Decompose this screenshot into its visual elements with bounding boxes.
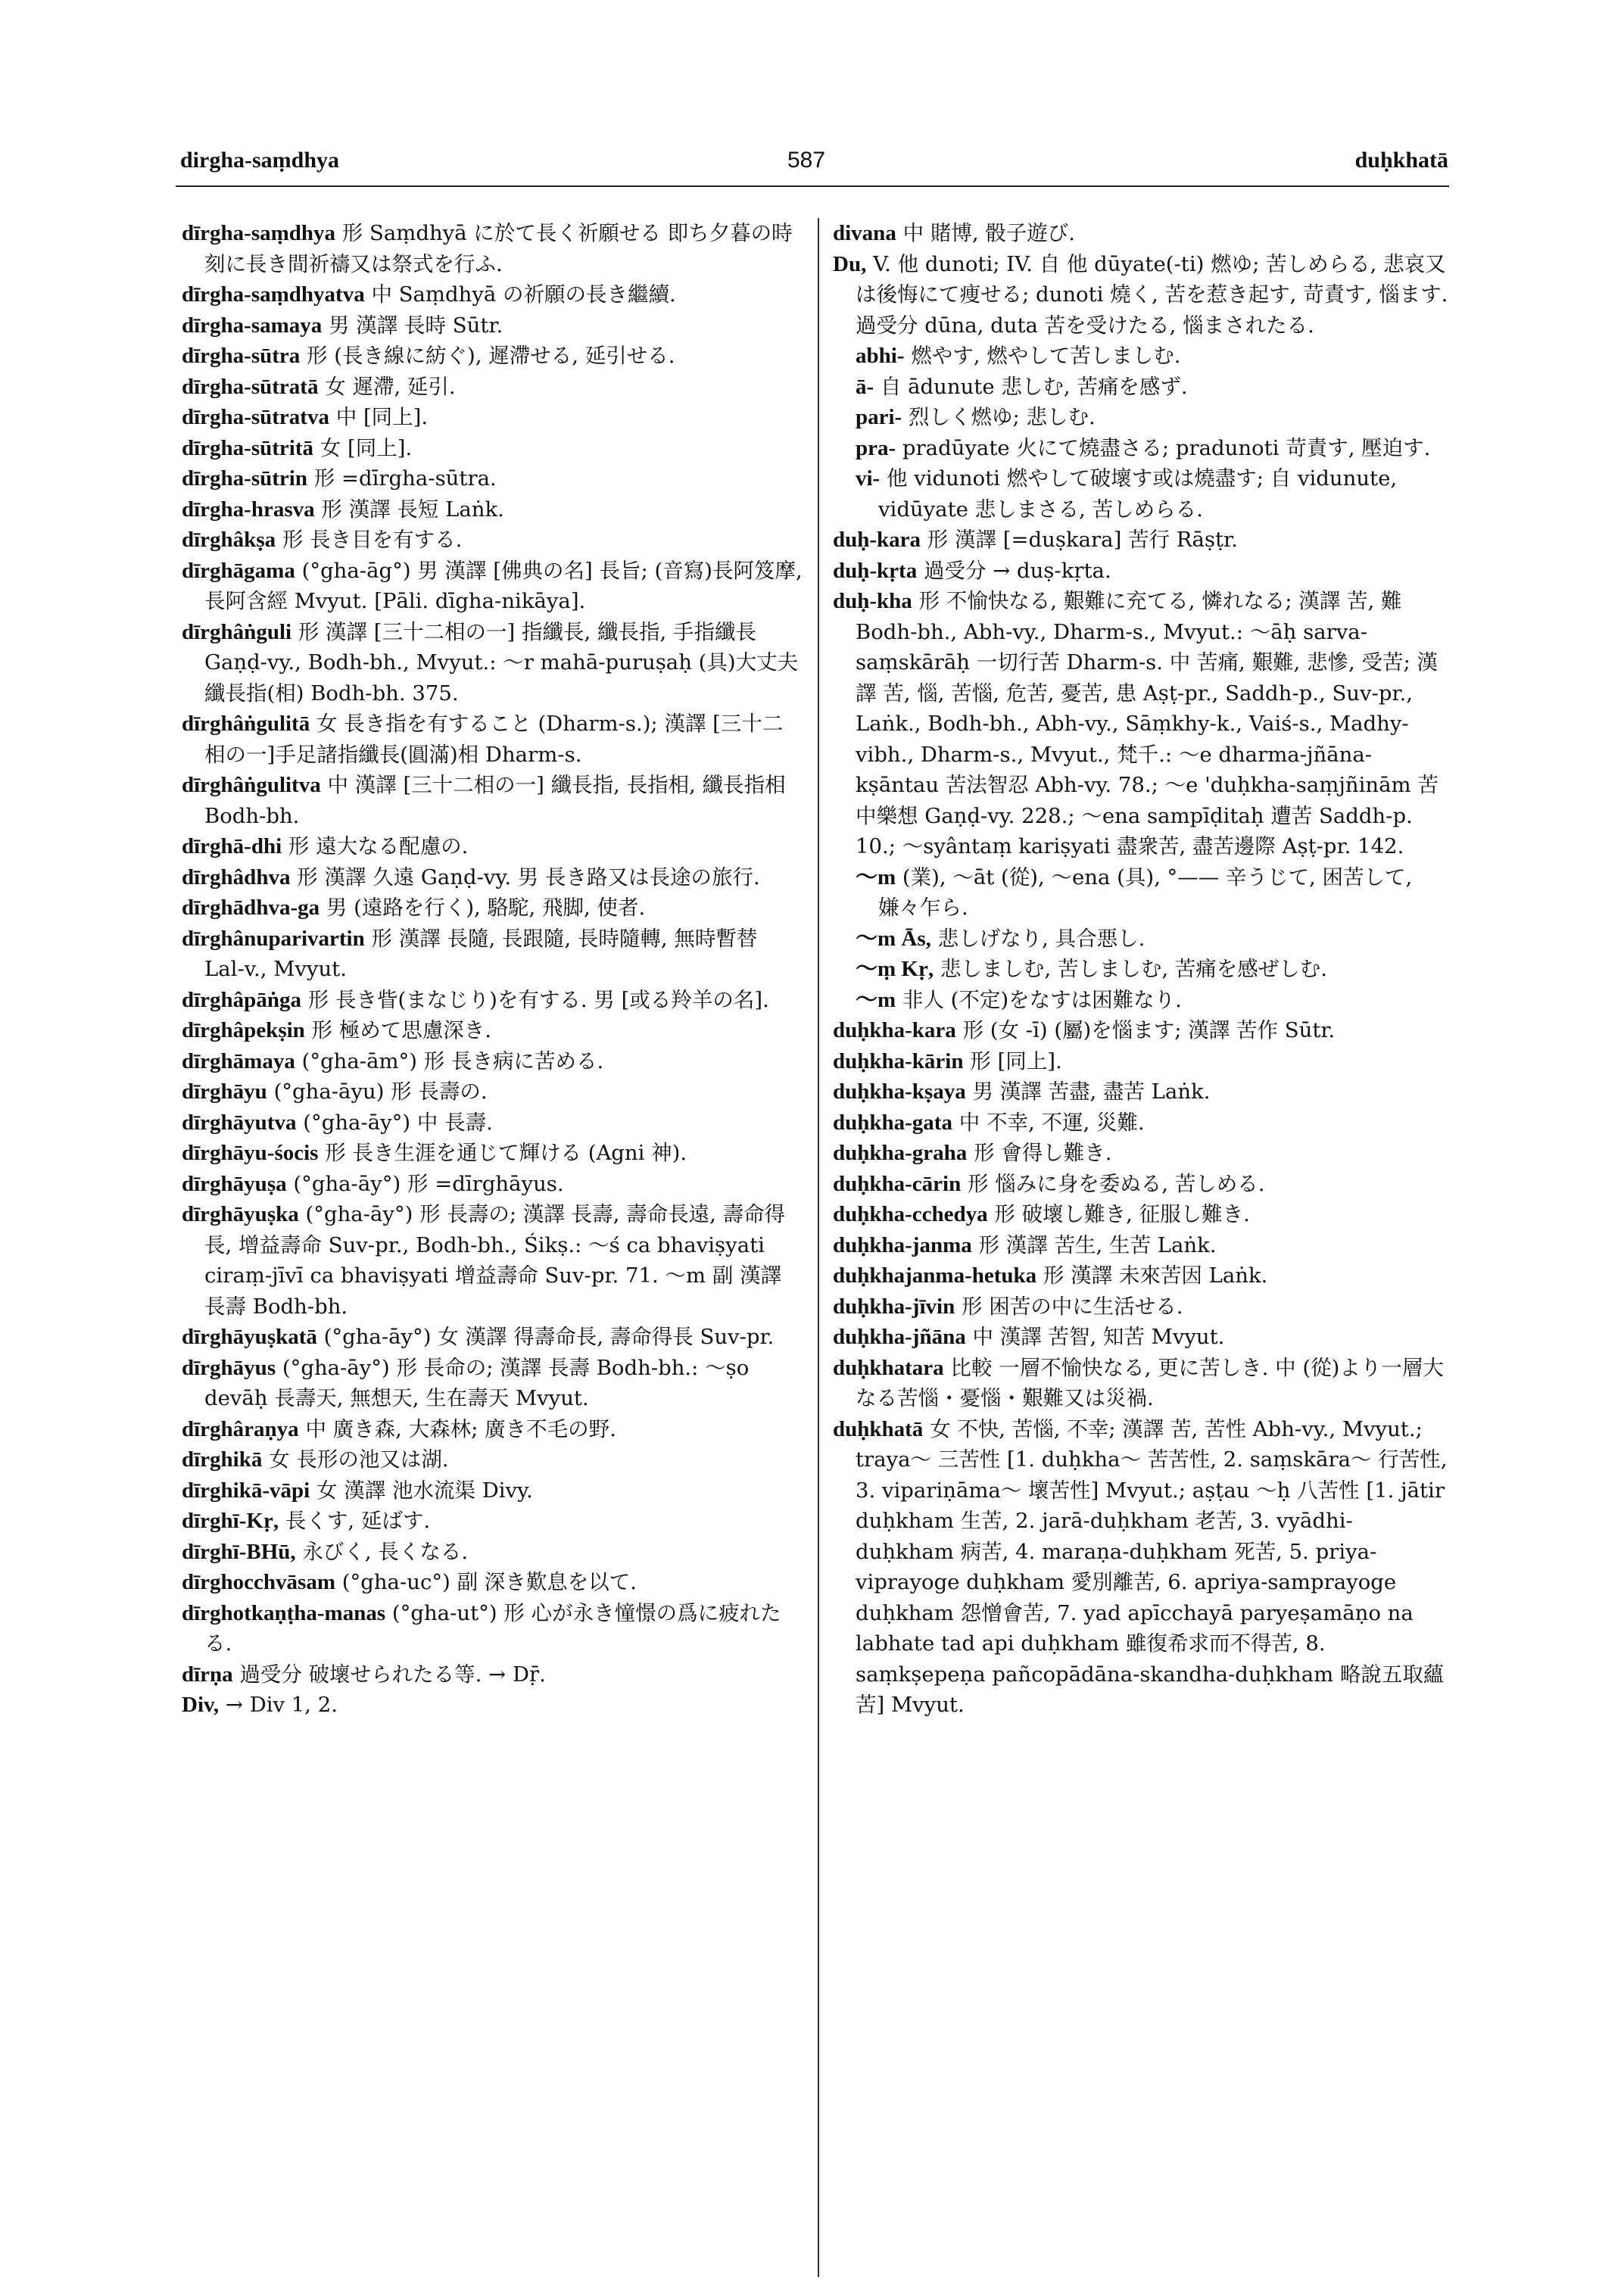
dictionary-entry — [182, 985, 803, 1016]
entry-headword: dīrghâraṇya — [182, 1416, 299, 1441]
entry-definition: 形 長き目を有する. — [282, 528, 463, 552]
entry-headword: dīrghâṅgulitā — [182, 712, 310, 736]
entry-definition: 形 會得し難き. — [974, 1141, 1112, 1165]
entry-headword: dīrghāgama — [182, 558, 295, 583]
entry-headword: dīrghī-BHū, — [182, 1539, 296, 1564]
entry-headword: ～m Ās, — [856, 926, 931, 951]
dictionary-entry — [182, 463, 803, 494]
right-column — [833, 218, 1450, 1721]
entry-headword: duḥkha-jīvin — [833, 1294, 955, 1319]
dictionary-entry — [833, 1291, 1450, 1323]
entry-definition: 形 漢譯 [三十二相の一] 指纖長, 纖長指, 手指纖長 Gaṇḍ-vy., Bodh-bh., Mvyut.: ～r mahā-puruṣaḥ (具)大丈夫纖長指(相) Bodh-bh. 375. — [204, 619, 799, 706]
entry-headword: ～m — [856, 865, 896, 889]
dictionary-entry — [182, 1199, 803, 1322]
entry-headword: dīrghânuparivartin — [182, 926, 365, 951]
dictionary-entry — [833, 1046, 1450, 1077]
entry-definition: 形 惱みに身を委ぬる, 苦しめる. — [967, 1171, 1265, 1196]
page-number: 587 — [787, 148, 826, 173]
entry-headword: duḥkha-jñāna — [833, 1325, 966, 1349]
entry-headword: duḥkha-cārin — [833, 1171, 962, 1196]
entry-definition: 形 漢譯 長短 Laṅk. — [321, 497, 504, 522]
dictionary-entry — [182, 770, 803, 831]
dictionary-entry — [833, 1199, 1450, 1230]
entry-headword: dīrṇa — [182, 1662, 233, 1687]
dictionary-entry — [182, 1506, 803, 1537]
entry-headword: dīrghikā-vāpi — [182, 1478, 310, 1503]
entry-definition: 男 (遠路を行く), 駱駝, 飛脚, 使者. — [326, 896, 646, 920]
dictionary-entry — [833, 525, 1450, 556]
dictionary-entry — [833, 556, 1450, 587]
entry-headword: dīrgha-sūtra — [182, 344, 301, 368]
entry-definition: 形 長き生涯を通じて輝ける (Agni 神). — [325, 1141, 687, 1165]
entry-headword: Div, — [182, 1693, 220, 1717]
entry-definition: 女 漢譯 池水流渠 Divy. — [316, 1478, 533, 1503]
entry-headword: dīrghāyuṣkatā — [182, 1325, 317, 1349]
dictionary-entry — [182, 218, 803, 279]
entry-headword: ā- — [856, 374, 874, 399]
entry-definition: 烈しく燃ゆ; 悲しむ. — [908, 405, 1096, 429]
dictionary-entry — [833, 249, 1450, 341]
entry-headword: dīrghâpāṅga — [182, 987, 301, 1012]
dictionary-entry — [182, 709, 803, 770]
entry-definition: 女 長形の池又は湖. — [269, 1447, 449, 1472]
dictionary-entry — [182, 924, 803, 985]
dictionary-entry — [182, 1169, 803, 1200]
entry-headword: dīrghâkṣa — [182, 528, 276, 552]
dictionary-entry — [182, 372, 803, 403]
entry-headword: duḥkha-gata — [833, 1110, 952, 1135]
dictionary-entry — [182, 402, 803, 433]
dictionary-entry — [182, 525, 803, 556]
entry-headword: dīrghāyutva — [182, 1110, 297, 1135]
entry-definition: (°gha-ām°) 形 長き病に苦める. — [301, 1048, 604, 1073]
dictionary-entry — [182, 1567, 803, 1598]
entry-headword: duḥkha-kara — [833, 1018, 956, 1042]
entry-headword: ～m — [856, 987, 896, 1012]
entry-headword: dīrghâpekṣin — [182, 1018, 305, 1042]
dictionary-entry — [833, 924, 1450, 955]
entry-definition: 永びく, 長くなる. — [302, 1539, 469, 1564]
entry-definition: 他 vidunoti 燃やして破壞す或は燒盡す; 自 vidunute, vidūyate 悲しまさる, 苦しめらる. — [878, 466, 1398, 522]
left-column — [182, 218, 803, 1721]
entry-definition: 形 漢譯 未來苦因 Laṅk. — [1043, 1263, 1268, 1288]
entry-definition: 形 (女 -ī) (屬)を惱ます; 漢譯 苦作 Sūtr. — [962, 1018, 1336, 1042]
entry-definition: 過受分 → duṣ-kṛta. — [923, 558, 1111, 583]
dictionary-entry — [833, 463, 1450, 525]
entry-headword: dīrghikā — [182, 1447, 263, 1472]
dictionary-entry — [833, 372, 1450, 403]
dictionary-entry — [833, 341, 1450, 372]
entry-definition: V. 他 dunoti; IV. 自 他 dūyate(-ti) 燃ゆ; 苦しめらる, 悲哀又は後悔にて痩せる; dunoti 燒く, 苦を惹き起す, 苛責す, 惱ます. 過受分 dūna, duta 苦を受けたる, 惱まされたる. — [856, 251, 1448, 338]
dictionary-entry — [833, 1076, 1450, 1108]
entry-definition: 形 漢譯 [=duṣkara] 苦行 Rāṣṭr. — [927, 528, 1238, 552]
entry-definition: 形 困苦の中に生活せる. — [961, 1294, 1183, 1319]
dictionary-entry — [182, 1353, 803, 1414]
entry-definition: 形 遠大なる配慮の. — [288, 834, 469, 858]
entry-definition: 男 漢譯 苦盡, 盡苦 Laṅk. — [972, 1080, 1211, 1104]
entry-headword: dīrghāyu-śocis — [182, 1141, 319, 1165]
dictionary-entry — [833, 1322, 1450, 1353]
dictionary-entry — [182, 1475, 803, 1506]
entry-definition: 形 極めて思慮深き. — [311, 1018, 492, 1042]
dictionary-entry — [182, 1690, 803, 1721]
entry-definition: (°gha-āy°) 形 長命の; 漢譯 長壽 Bodh-bh.: ～ṣo devāḥ 長壽天, 無想天, 生在壽天 Mvyut. — [204, 1355, 750, 1410]
dictionary-entry — [833, 402, 1450, 433]
dictionary-entry — [833, 1138, 1450, 1169]
dictionary-entry — [833, 1169, 1450, 1200]
entry-headword: abhi- — [856, 344, 905, 368]
dictionary-entry — [833, 1260, 1450, 1291]
entry-definition: 形 破壞し難き, 征服し難き. — [994, 1202, 1250, 1226]
dictionary-entry — [182, 1598, 803, 1659]
entry-definition: 長くす, 延ばす. — [285, 1509, 431, 1533]
entry-definition: 形 [同上]. — [970, 1048, 1062, 1073]
entry-headword: duḥkha-cchedya — [833, 1202, 988, 1226]
entry-definition: 中 賭博, 骰子遊び. — [902, 221, 1076, 245]
entry-headword: duḥkhajanma-hetuka — [833, 1263, 1037, 1288]
entry-headword: duḥkhatā — [833, 1416, 924, 1441]
dictionary-entry — [182, 279, 803, 310]
entry-headword: pra- — [856, 435, 896, 460]
entry-headword: dīrghāyus — [182, 1355, 276, 1380]
entry-headword: duḥ-kara — [833, 528, 921, 552]
entry-headword: dīrgha-samaya — [182, 313, 323, 338]
entry-headword: duḥ-kṛta — [833, 558, 918, 583]
dictionary-entry — [833, 218, 1450, 249]
entry-definition: → Div 1, 2. — [225, 1693, 338, 1717]
entry-headword: dīrghocchvāsam — [182, 1570, 335, 1594]
entry-definition: pradūyate 火にて燒盡さる; pradunoti 苛責す, 壓迫す. — [902, 435, 1431, 460]
entry-definition: 中 不幸, 不運, 災難. — [959, 1110, 1145, 1135]
header-rule — [176, 185, 1449, 187]
entry-definition: 中 Saṃdhyā の祈願の長き繼續. — [371, 282, 676, 307]
entry-definition: (°gha-āy°) 形 長壽の; 漢譯 長壽, 壽命長遠, 壽命得長, 增益壽命 Suv-pr., Bodh-bh., Śikṣ.: ～ś ca bhaviṣyati ciraṃ-jīvī ca bhaviṣyati 增益壽命 Suv-pr. 71. ～m 副 漢譯 長壽 Bodh-bh. — [204, 1202, 786, 1319]
entry-headword: Du, — [833, 251, 867, 276]
entry-definition: 悲しましむ, 苦しましむ, 苦痛を感ぜしむ. — [940, 957, 1328, 981]
entry-headword: dīrgha-sūtritā — [182, 435, 313, 460]
entry-definition: 悲しげなり, 具合悪し. — [937, 926, 1146, 951]
entry-headword: dīrghāyuṣa — [182, 1171, 287, 1196]
entry-headword: duḥ-kha — [833, 589, 912, 613]
running-head-right: duḥkhatā — [1354, 148, 1448, 173]
dictionary-entry — [182, 341, 803, 372]
entry-headword: dīrghâṅguli — [182, 619, 292, 644]
entry-headword: dīrghā-dhi — [182, 834, 282, 858]
dictionary-entry — [833, 1414, 1450, 1721]
dictionary-entry — [182, 617, 803, 709]
entry-headword: divana — [833, 221, 896, 245]
dictionary-entry — [182, 1444, 803, 1475]
entry-headword: ～ṃ Kṛ, — [856, 957, 934, 981]
entry-headword: duḥkha-janma — [833, 1232, 972, 1257]
entry-definition: 比較 一層不愉快なる, 更に苦しき. 中 (從)より一層大なる苦惱・憂惱・艱難又は災禍. — [856, 1355, 1444, 1410]
entry-definition: 女 [同上]. — [320, 435, 413, 460]
dictionary-entry — [182, 1108, 803, 1139]
entry-headword: duḥkha-kṣaya — [833, 1080, 966, 1104]
entry-headword: dīrghâdhva — [182, 865, 291, 889]
running-head-left: dirgha-saṃdhya — [180, 148, 340, 173]
entry-definition: 中 漢譯 [三十二相の一] 纖長指, 長指相, 纖長指相 Bodh-bh. — [204, 773, 786, 828]
dictionary-entry — [182, 862, 803, 893]
dictionary-entry — [833, 1108, 1450, 1139]
entry-definition: 形 漢譯 久遠 Gaṇḍ-vy. 男 長き路又は長途の旅行. — [297, 865, 760, 889]
entry-definition: 形 漢譯 長隨, 長跟隨, 長時隨轉, 無時暫替 Lal-v., Mvyut. — [204, 926, 758, 981]
entry-headword: dīrghâṅgulitva — [182, 773, 321, 797]
entry-headword: dīrgha-saṃdhyatva — [182, 282, 365, 307]
entry-definition: 形 漢譯 苦生, 生苦 Laṅk. — [978, 1232, 1217, 1257]
dictionary-entry — [182, 310, 803, 341]
entry-headword: dīrgha-sūtratva — [182, 405, 329, 429]
dictionary-entry — [182, 893, 803, 924]
dictionary-entry — [182, 1046, 803, 1077]
entry-headword: dīrghāyuṣka — [182, 1202, 299, 1226]
dictionary-entry — [182, 1076, 803, 1108]
dictionary-entry — [182, 1537, 803, 1568]
entry-definition: (°gha-āy°) 女 漢譯 得壽命長, 壽命得長 Suv-pr. — [323, 1325, 775, 1349]
dictionary-entry — [182, 1322, 803, 1353]
dictionary-entry — [833, 985, 1450, 1016]
entry-headword: dīrghotkaṇṭha-manas — [182, 1600, 386, 1625]
entry-headword: duḥkhatara — [833, 1355, 944, 1380]
entry-headword: dīrghāyu — [182, 1080, 267, 1104]
entry-headword: dīrgha-saṃdhya — [182, 221, 336, 245]
entry-definition: 女 不快, 苦惱, 不幸; 漢譯 苦, 苦性 Abh-vy., Mvyut.; traya～ 三苦性 [1. duḥkha～ 苦苦性, 2. saṃskāra～ 行苦性, 3. vipariṇāma～ 壞苦性] Mvyut.; aṣṭau ～ḥ 八苦性 [1. jātir duḥkham 生苦, 2. jarā-duḥkham 老苦, 3. vyādhi-duḥkham 病苦, 4. maraṇa-duḥkham 死苦, 5. priya-viprayoge duḥkham 愛別離苦, 6. apriya-samprayoge duḥkham 怨憎會苦, 7. yad apīcchayā paryeṣamāṇo na labhate tad api duḥkham 雖復希求而不得苦, 8. saṃkṣepeṇa pañcopādāna-skandha-duḥkham 略說五取蘊苦] Mvyut. — [856, 1416, 1448, 1717]
dictionary-entry — [182, 556, 803, 617]
entry-headword: dīrghāmaya — [182, 1048, 295, 1073]
entry-definition: (°gha-āy°) 形 =dīrghāyus. — [293, 1171, 564, 1196]
dictionary-entry — [833, 586, 1450, 862]
entry-definition: (°gha-ut°) 形 心が永き憧憬の爲に疲れたる. — [204, 1600, 781, 1656]
entry-definition: 非人 (不定)をなすは困難なり. — [902, 987, 1182, 1012]
dictionary-entry — [182, 1414, 803, 1445]
dictionary-entry — [833, 433, 1450, 464]
entry-definition: 女 長き指を有すること (Dharm-s.); 漢譯 [三十二相の一]手足諸指纖長(圓滿)相 Dharm-s. — [204, 712, 784, 767]
entry-definition: 自 ādunute 悲しむ, 苦痛を感ず. — [880, 374, 1188, 399]
dictionary-entry — [182, 433, 803, 464]
entry-definition: (°gha-uc°) 副 深き歎息を以て. — [341, 1570, 637, 1594]
dictionary-entry — [833, 1230, 1450, 1261]
dictionary-entry — [833, 1015, 1450, 1046]
entry-definition: 過受分 破壞せられたる等. → Dṝ. — [239, 1662, 546, 1687]
entry-headword: duḥkha-kārin — [833, 1048, 964, 1073]
dictionary-entry — [182, 1659, 803, 1690]
entry-definition: 形 =dīrgha-sūtra. — [313, 466, 497, 491]
entry-headword: dīrghādhva-ga — [182, 896, 320, 920]
entry-definition: (°gha-āy°) 中 長壽. — [303, 1110, 493, 1135]
dictionary-entry — [182, 831, 803, 862]
entry-definition: 中 廣き森, 大森林; 廣き不毛の野. — [305, 1416, 616, 1441]
entry-definition: 形 (長き線に紡ぐ), 遲滯せる, 延引せる. — [307, 344, 675, 368]
entry-definition: 男 漢譯 長時 Sūtr. — [329, 313, 503, 338]
entry-definition: (°gha-āg°) 男 漢譯 [佛典の名] 長旨; (音寫)長阿笈摩, 長阿含經 Mvyut. [Pāli. dīgha-nikāya]. — [204, 558, 803, 613]
entry-definition: 中 漢譯 苦智, 知苦 Mvyut. — [972, 1325, 1225, 1349]
entry-headword: duḥkha-graha — [833, 1141, 968, 1165]
dictionary-entry — [833, 1353, 1450, 1414]
entry-headword: vi- — [856, 466, 881, 491]
column-divider — [818, 218, 819, 2277]
entry-definition: 形 不愉快なる, 艱難に充てる, 憐れなる; 漢譯 苦, 難 Bodh-bh., Abh-vy., Dharm-s., Mvyut.: ～āḥ sarva-saṃskārāḥ 一切行苦 Dharm-s. 中 苦痛, 艱難, 悲慘, 受苦; 漢譯 苦, 惱, 苦惱, 危苦, 憂苦, 患 Aṣṭ-pr., Saddh-p., Suv-pr., Laṅk., Bodh-bh., Abh-vy., Sāṃkhy-k., Vaiś-s., Madhy-vibh., Dharm-s., Mvyut., 梵千.: ～e dharma-jñāna-kṣāntau 苦法智忍 Abh-vy. 78.; ～e 'duḥkha-saṃjñinām 苦中樂想 Gaṇḍ-vy. 228.; ～ena sampīḍitaḥ 遭苦 Saddh-p. 10.; ～syântaṃ kariṣyati 盡衆苦, 盡苦邊際 Aṣṭ-pr. 142. — [856, 589, 1439, 858]
entry-definition: (°gha-āyu) 形 長壽の. — [273, 1080, 488, 1104]
entry-definition: 女 遲滯, 延引. — [325, 374, 456, 399]
entry-headword: dīrgha-hrasva — [182, 497, 315, 522]
entry-headword: dīrgha-sūtrin — [182, 466, 307, 491]
dictionary-entry — [182, 1015, 803, 1046]
entry-definition: 中 [同上]. — [335, 405, 429, 429]
dictionary-entry — [182, 1138, 803, 1169]
entry-headword: dīrgha-sūtratā — [182, 374, 319, 399]
entry-headword: dīrghī-Kṛ, — [182, 1509, 279, 1533]
entry-definition: 形 Saṃdhyā に於て長く祈願せる 即ち夕暮の時刻に長き間祈禱又は祭式を行ふ. — [204, 221, 793, 276]
entry-definition: 形 長き眥(まなじり)を有する. 男 [或る羚羊の名]. — [307, 987, 769, 1012]
dictionary-entry — [833, 862, 1450, 924]
dictionary-entry — [182, 494, 803, 525]
entry-definition: 燃やす, 燃やして苦しましむ. — [911, 344, 1181, 368]
dictionary-entry — [833, 954, 1450, 985]
entry-definition: (業), ～āt (從), ～ena (具), °—— 辛うじて, 困苦して, 嫌々乍ら. — [878, 865, 1413, 920]
entry-headword: pari- — [856, 405, 902, 429]
